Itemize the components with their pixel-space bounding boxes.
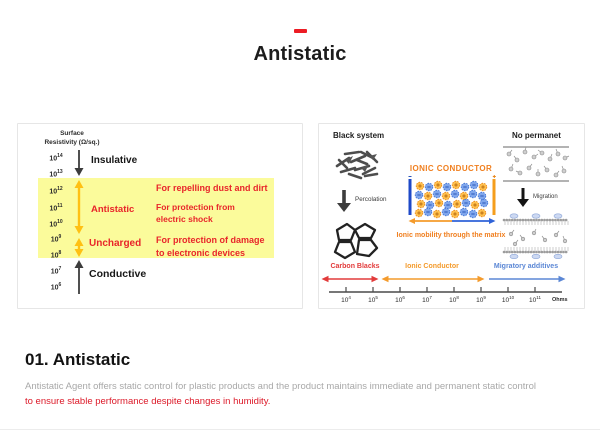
scale-value: $10^{12}$ — [49, 186, 63, 196]
zone-uncharged: Uncharged — [89, 238, 142, 249]
migration-label: Migration — [533, 194, 558, 200]
axis-unit-label: Ohms — [552, 297, 568, 303]
mechanism-chart-panel — [318, 123, 585, 309]
axis-label-ionic-conductor: Ionic Conductor — [405, 263, 459, 270]
axis-tick: $10^6$ — [395, 295, 405, 305]
scale-value: $10^{11}$ — [49, 203, 63, 213]
axis-label-carbon-blacks: Carbon Blacks — [330, 263, 380, 270]
no-permanent-label: No permanet — [512, 131, 561, 140]
scale-value: $10^7$ — [50, 266, 62, 276]
migration-arrow-icon — [517, 188, 529, 208]
section-heading: 01. Antistatic — [25, 350, 131, 369]
note-devices-line1: For protection of damage — [156, 235, 265, 245]
note-dust: For repelling dust and dirt — [156, 183, 268, 193]
axis-title-line1: Surface — [60, 130, 84, 137]
zone-insulative: Insulative — [91, 155, 138, 166]
scale-value: $10^{13}$ — [49, 169, 63, 179]
axis-tick: $10^9$ — [476, 295, 486, 305]
zone-conductive: Conductive — [89, 268, 147, 280]
note-shock-line2: electric shock — [156, 214, 213, 224]
axis-title-line2: Resistivity (Ω/sq.) — [44, 139, 100, 146]
section-body-gray: Antistatic Agent offers static control for plastic products and the product maintains immediate and permanent static control — [25, 381, 536, 392]
axis-tick: $10^7$ — [422, 295, 432, 305]
percolation-label: Percolation — [355, 196, 387, 203]
black-system-label: Black system — [333, 131, 385, 140]
resistivity-chart-panel — [17, 123, 303, 309]
scale-value: $10^8$ — [50, 250, 62, 260]
scale-value: $10^9$ — [50, 234, 62, 244]
page-title: Antistatic — [253, 43, 347, 65]
migrated-surface-layer-illustration — [501, 212, 571, 260]
scale-value: $10^{14}$ — [49, 153, 63, 163]
axis-tick: $10^8$ — [449, 295, 459, 305]
note-shock — [156, 201, 235, 225]
ionic-conductor-title: IONIC CONDUCTOR — [409, 164, 493, 173]
bottom-divider — [0, 429, 600, 430]
axis-tick: $10^{10}$ — [501, 295, 515, 305]
dispersed-additive-illustration — [501, 144, 571, 184]
axis-tick: $10^5$ — [368, 295, 378, 305]
carbon-black-scatter-illustration — [331, 144, 383, 186]
note-devices — [156, 234, 265, 259]
ionic-conductor-cell-illustration — [407, 174, 497, 226]
section-body-red: to ensure stable performance despite changes in humidity. — [25, 396, 271, 407]
percolation-arrow-icon — [337, 190, 351, 212]
mobility-caption: Ionic mobility through the matrix — [396, 232, 506, 239]
axis-tick: $10^4$ — [341, 295, 351, 305]
axis-label-migratory-additives: Migratory additives — [493, 263, 559, 270]
note-shock-line1: For protection from — [156, 202, 235, 212]
axis-tick: $10^{11}$ — [529, 295, 541, 305]
accent-dash — [294, 29, 307, 33]
percolated-network-illustration — [329, 216, 384, 262]
scale-value: $10^{10}$ — [49, 219, 63, 229]
note-devices-line2: to electronic devices — [156, 247, 246, 258]
zone-antistatic: Antistatic — [91, 204, 135, 215]
scale-value: $10^6$ — [50, 282, 62, 292]
